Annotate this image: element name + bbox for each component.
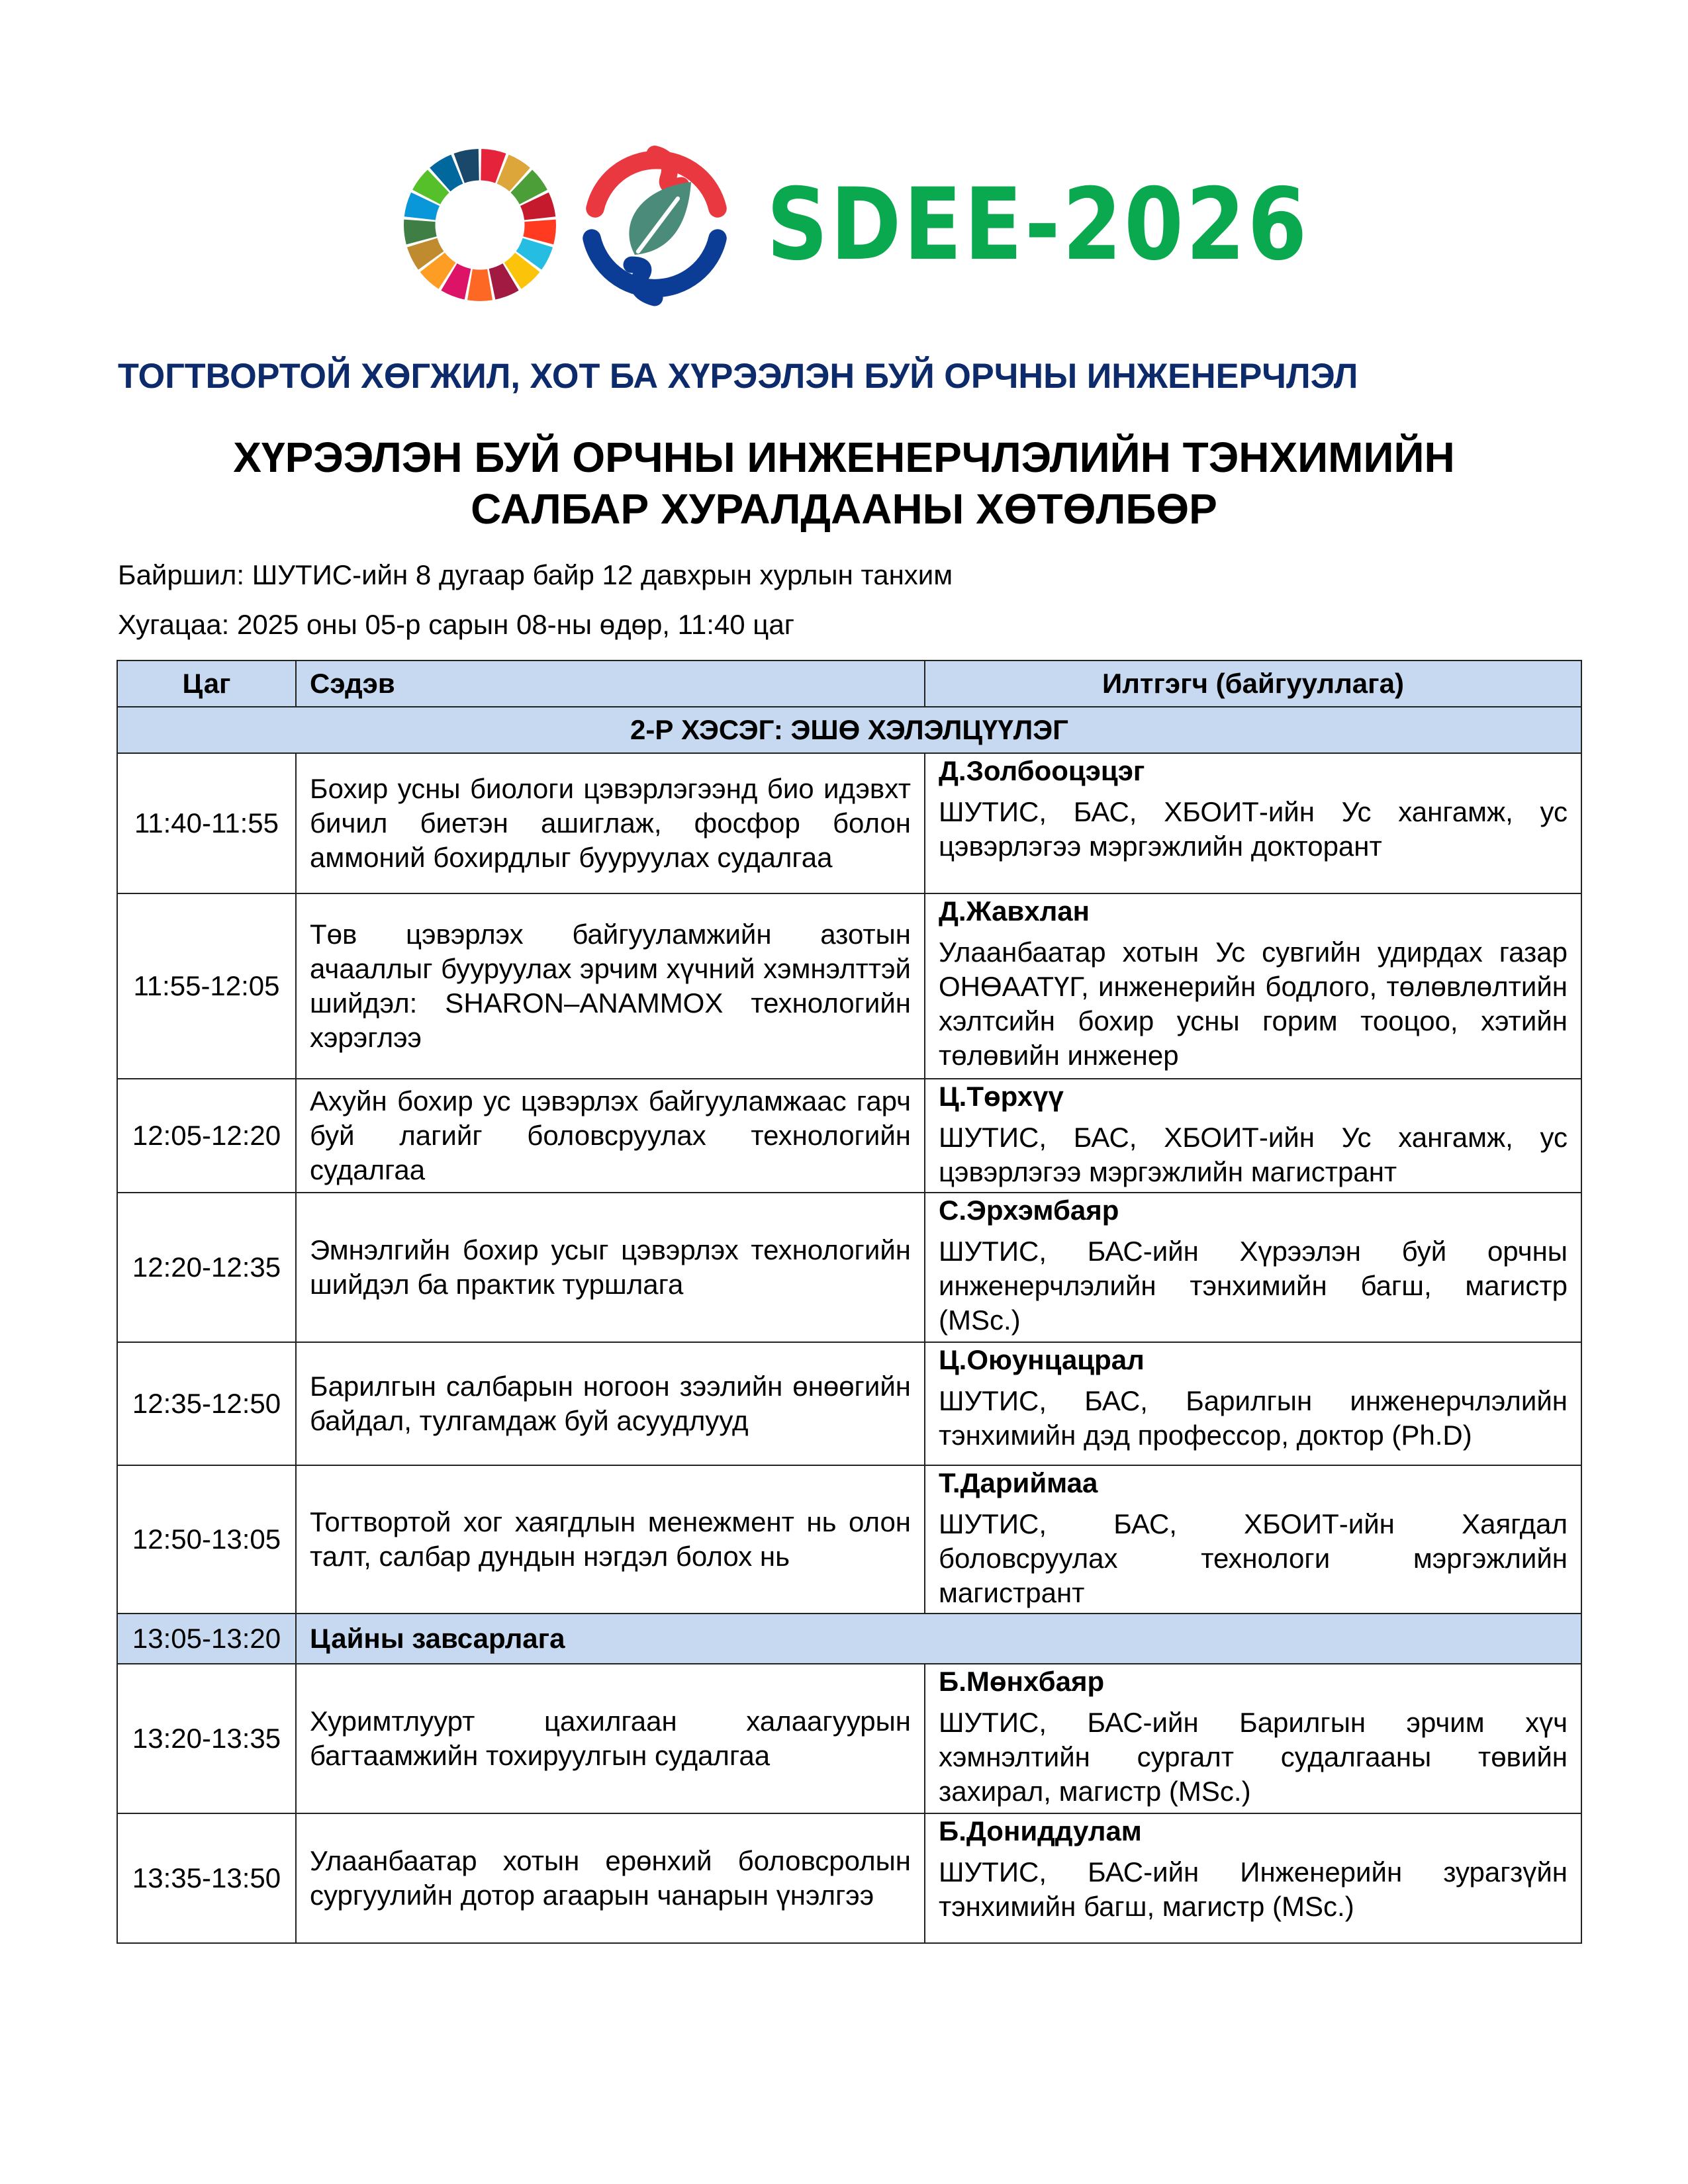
time-cell: 12:20-12:35 — [117, 1193, 296, 1342]
table-row — [117, 1813, 1581, 1943]
topic-cell: Барилгын салбарын ногоон зээлийн өнөөгийн байдал, тулгамдаж буй асуудлууд — [296, 1342, 925, 1465]
speaker-org: ШУТИС, БАС-ийн Хүрээлэн буй орчны инженерчлэлийн тэнхимийн багш, магистр (MSc.) — [939, 1236, 1568, 1336]
speaker-name: Б.Мөнхбаяр — [939, 1666, 1105, 1697]
speaker-org: ШУТИС, БАС, ХБОИТ-ийн Ус хангамж, ус цэвэрлэгээ мэргэжлийн магистрант — [939, 1122, 1568, 1187]
title-line-1: ХҮРЭЭЛЭН БУЙ ОРЧНЫ ИНЖЕНЕРЧЛЭЛИЙН ТЭНХИМИЙН — [233, 433, 1455, 481]
speaker-cell — [925, 1465, 1581, 1614]
time-cell: 12:35-12:50 — [117, 1342, 296, 1465]
column-header-topic: Сэдэв — [296, 660, 925, 707]
speaker-org: ШУТИС, БАС-ийн Инженерийн зурагзүйн тэнхимийн багш, магистр (MSc.) — [939, 1856, 1568, 1922]
speaker-cell — [925, 1079, 1581, 1193]
speaker-cell — [925, 1342, 1581, 1465]
time-cell: 12:05-12:20 — [117, 1079, 296, 1193]
page-title — [0, 432, 1688, 535]
speaker-name: С.Эрхэмбаяр — [939, 1195, 1119, 1226]
title-line-2: САЛБАР ХУРАЛДААНЫ ХӨТӨЛБӨР — [471, 485, 1217, 533]
table-row — [117, 1342, 1581, 1465]
break-time: 13:05-13:20 — [117, 1614, 296, 1664]
column-header-speaker: Илтгэгч (байгууллага) — [925, 660, 1581, 707]
column-header-time: Цаг — [117, 660, 296, 707]
sdg-wheel-icon — [397, 142, 563, 308]
program-table — [117, 660, 1582, 1944]
table-row — [117, 1079, 1581, 1193]
location-text: Байршил: ШУТИС-ийн 8 дугаар байр 12 давхрын хурлын танхим — [118, 559, 953, 590]
speaker-org: Улаанбаатар хотын Ус сувгийн удирдах газар ОНӨААТҮГ, инженерийн бодлого, төлөвлөлтийн хэлтсийн бохир усны горим тооцоо, хэтийн төлөвийн инженер — [939, 936, 1568, 1071]
hands-leaf-emblem-icon — [572, 142, 737, 308]
sdg-wheel-segment — [467, 269, 492, 301]
speaker-org: ШУТИС, БАС, ХБОИТ-ийн Хаягдал боловсруулах технологи мэргэжлийн магистрант — [939, 1508, 1568, 1608]
speaker-name: Т.Дариймаа — [939, 1467, 1098, 1498]
speaker-org: ШУТИС, БАС, Барилгын инженерчлэлийн тэнхимийн дэд профессор, доктор (Ph.D) — [939, 1385, 1568, 1451]
table-header-row — [117, 660, 1581, 707]
time-cell: 11:40-11:55 — [117, 753, 296, 893]
speaker-name: Д.Жавхлан — [939, 895, 1090, 927]
topic-cell: Улаанбаатар хотын ерөнхий боловсролын сургуулийн дотор агаарын чанарын үнэлгээ — [296, 1813, 925, 1943]
topic-cell: Ахуйн бохир ус цэвэрлэх байгууламжаас гарч буй лагийг боловсруулах технологийн судалгаа — [296, 1079, 925, 1193]
topic-cell: Тогтвортой хог хаягдлын менежмент нь олон талт, салбар дундын нэгдэл болох нь — [296, 1465, 925, 1614]
speaker-cell — [925, 1664, 1581, 1813]
conference-theme: ТОГТВОРТОЙ ХӨГЖИЛ, ХОТ БА ХҮРЭЭЛЭН БУЙ ОРЧНЫ ИНЖЕНЕРЧЛЭЛ — [118, 357, 1358, 396]
speaker-name: Б.Дониддулам — [939, 1815, 1142, 1846]
speaker-name: Д.Золбооцэцэг — [939, 755, 1145, 786]
table-row — [117, 1193, 1581, 1342]
break-row — [117, 1614, 1581, 1664]
topic-cell: Хуримтлуурт цахилгаан халаагуурын багтаамжийн тохируулгын судалгаа — [296, 1664, 925, 1813]
speaker-cell — [925, 1193, 1581, 1342]
table-row — [117, 893, 1581, 1079]
speaker-cell — [925, 753, 1581, 893]
speaker-cell — [925, 893, 1581, 1079]
speaker-org: ШУТИС, БАС, ХБОИТ-ийн Ус хангамж, ус цэвэрлэгээ мэргэжлийн докторант — [939, 796, 1568, 862]
time-cell: 13:35-13:50 — [117, 1813, 296, 1943]
topic-cell: Төв цэвэрлэх байгууламжийн азотын ачааллыг бууруулах эрчим хүчний хэмнэлттэй шийдэл: SHARON–ANAMMOX технологийн хэрэглээ — [296, 893, 925, 1079]
speaker-name: Ц.Оюунцацрал — [939, 1344, 1145, 1375]
header-logos — [397, 139, 1397, 311]
table-row — [117, 1465, 1581, 1614]
brand-title: SDEE-2026 — [767, 167, 1309, 283]
table-row — [117, 753, 1581, 893]
speaker-cell — [925, 1813, 1581, 1943]
section-title: 2-Р ХЭСЭГ: ЭШӨ ХЭЛЭЛЦҮҮЛЭГ — [117, 707, 1581, 753]
section-row — [117, 707, 1581, 753]
speaker-org: ШУТИС, БАС-ийн Барилгын эрчим хүч хэмнэлтийн сургалт судалгааны төвийн захирал, магистр (MSc.) — [939, 1707, 1568, 1807]
datetime-text: Хугацаа: 2025 оны 05-р сарын 08-ны өдөр, 11:40 цаг — [118, 609, 795, 640]
time-cell: 13:20-13:35 — [117, 1664, 296, 1813]
topic-cell: Бохир усны биологи цэвэрлэгээнд био идэвхт бичил биетэн ашиглаж, фосфор болон аммоний бохирдлыг бууруулах судалгаа — [296, 753, 925, 893]
topic-cell: Эмнэлгийн бохир усыг цэвэрлэх технологийн шийдэл ба практик туршлага — [296, 1193, 925, 1342]
time-cell: 11:55-12:05 — [117, 893, 296, 1079]
time-cell: 12:50-13:05 — [117, 1465, 296, 1614]
speaker-name: Ц.Төрхүү — [939, 1081, 1064, 1112]
table-row — [117, 1664, 1581, 1813]
break-label: Цайны завсарлага — [296, 1614, 1581, 1664]
